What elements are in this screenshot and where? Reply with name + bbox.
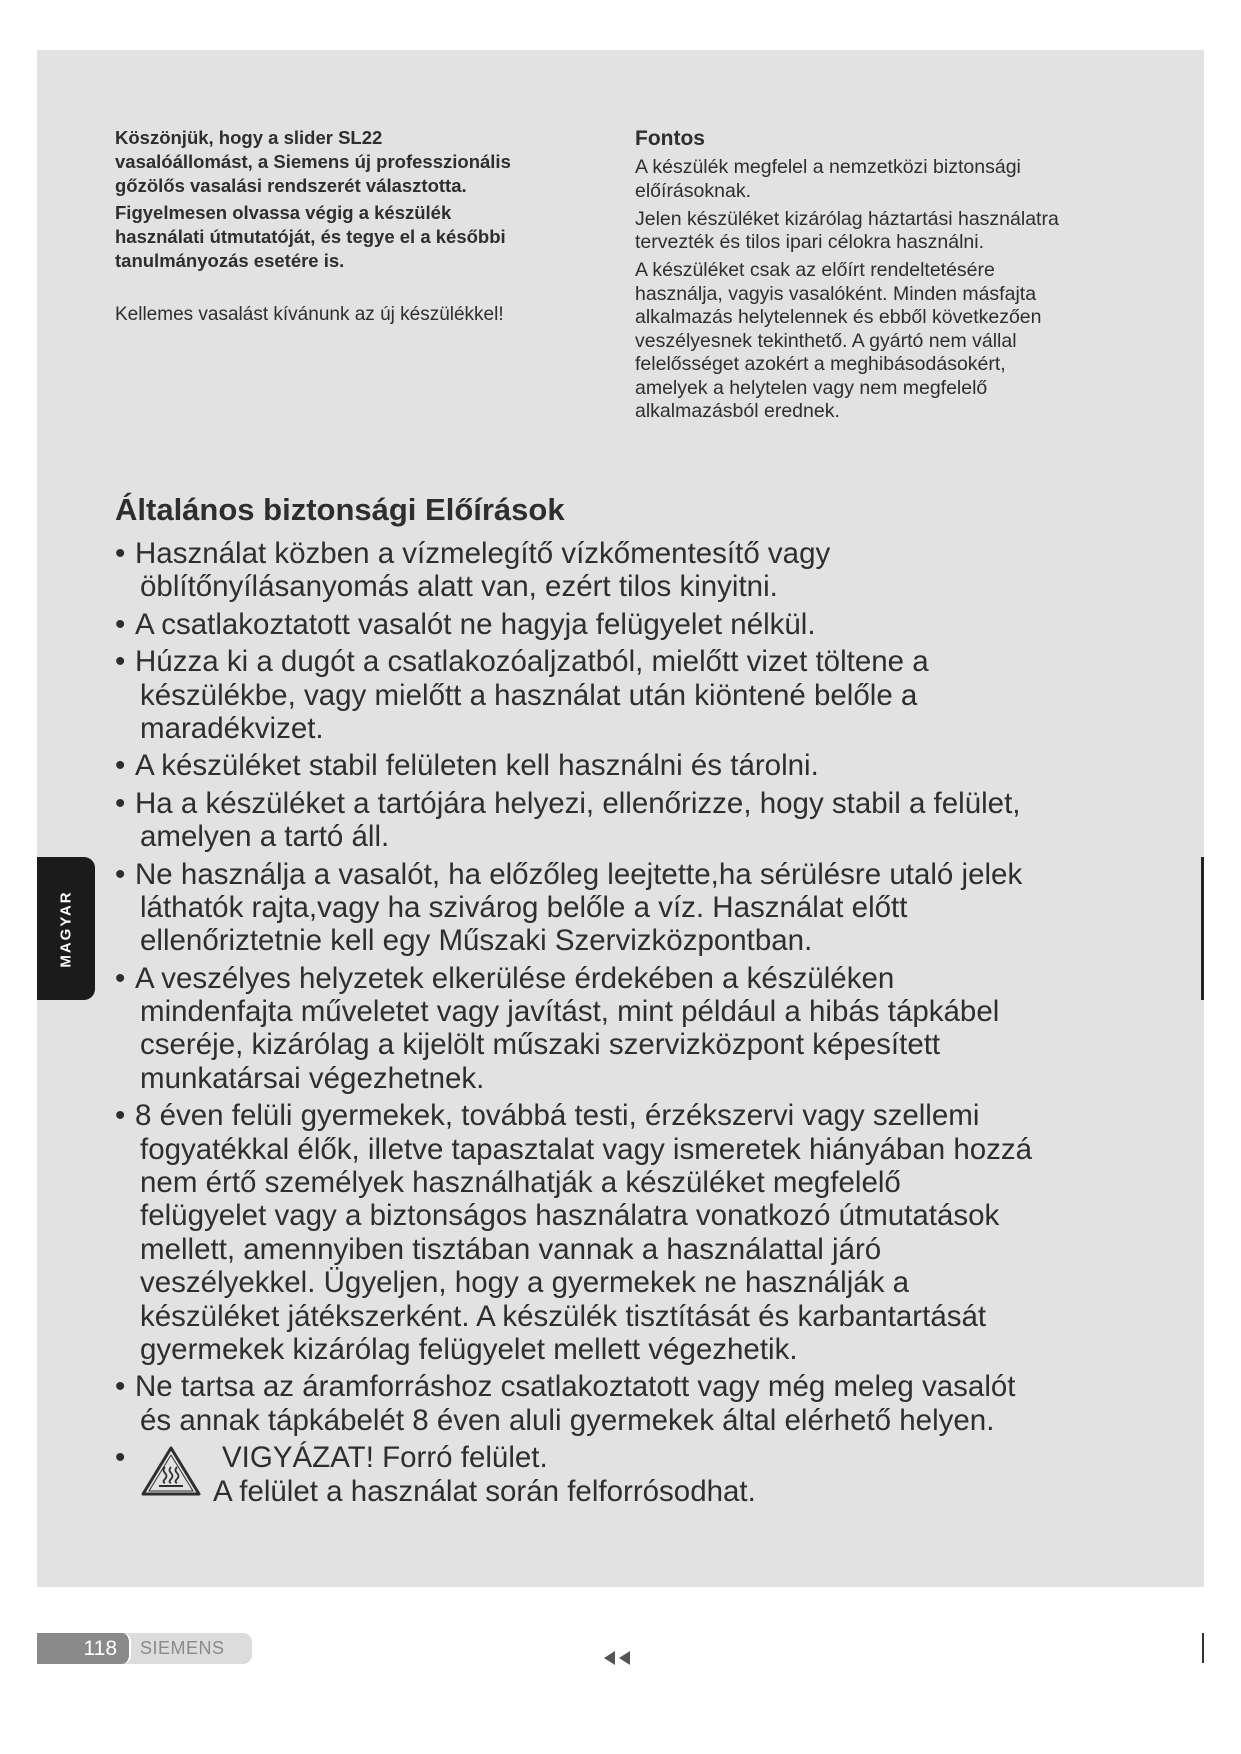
safety-item-line: maradékvizet. bbox=[140, 711, 324, 745]
intro-paragraph bbox=[115, 126, 511, 199]
safety-item-line: 8 éven felüli gyermekek, továbbá testi, érzékszervi vagy szellemi bbox=[135, 1099, 980, 1133]
safety-item-line: A készüléket stabil felületen kell használni és tárolni. bbox=[135, 749, 819, 783]
language-tab-label: MAGYAR bbox=[57, 889, 75, 968]
important-line: veszélyesnek tekinthető. A gyártó nem vállal bbox=[635, 329, 1017, 352]
intro-line: használati útmutatóját, és tegye el a későbbi bbox=[115, 225, 506, 247]
important-paragraph bbox=[635, 259, 1059, 424]
safety-item-line: Ne tartsa az áramforráshoz csatlakoztatott vagy még meleg vasalót bbox=[135, 1370, 1016, 1404]
safety-item-line: ellenőriztetnie kell egy Műszaki Szervizközpontban. bbox=[140, 924, 813, 958]
important-paragraph bbox=[635, 156, 1059, 203]
bullet-marker: • bbox=[115, 645, 126, 679]
safety-item-line: és annak tápkábelét 8 éven aluli gyermekek által elérhető helyen. bbox=[140, 1403, 995, 1437]
safety-item-line: A veszélyes helyzetek elkerülése érdekében a készüléken bbox=[135, 961, 895, 995]
important-line: A készülék megfelel a nemzetközi biztonsági bbox=[635, 156, 1021, 178]
safety-item bbox=[115, 537, 1175, 604]
bullet-marker: • bbox=[115, 857, 126, 891]
safety-item-line: cseréje, kizárólag a kijelölt műszaki szervizközpont képesített bbox=[140, 1028, 941, 1062]
safety-item-line: Ha a készüléket a tartójára helyezi, ellenőrizze, hogy stabil a felület, bbox=[135, 786, 1021, 820]
brand-name: SIEMENS bbox=[140, 1638, 225, 1658]
page-number: 118 bbox=[83, 1637, 117, 1660]
bullet-marker: • bbox=[115, 1370, 126, 1404]
important-line: felelősséget azokért a meghibásodásokért, bbox=[635, 353, 1006, 375]
safety-item-line: készüléket játékszerként. A készülék tisztítását és karbantartását bbox=[140, 1299, 987, 1333]
page-number-box bbox=[37, 1633, 131, 1664]
bullet-marker: • bbox=[115, 1099, 126, 1133]
safety-item-line: mellett, amennyiben tisztában vannak a használattal járó bbox=[140, 1232, 882, 1266]
intro-text bbox=[115, 126, 511, 275]
important-notice bbox=[635, 125, 1059, 428]
safety-item bbox=[115, 608, 1175, 641]
footer-edge-marker bbox=[1202, 1633, 1204, 1663]
safety-item-line: készülékbe, vagy mielőtt a használat után kiöntené belőle a bbox=[140, 678, 918, 712]
safety-item-line: gyermekek kizárólag felügyelet mellett végezhetik. bbox=[140, 1332, 798, 1366]
important-line: használja, vagyis vasalóként. Minden másfajta bbox=[635, 282, 1037, 305]
bullet-marker: • bbox=[115, 1441, 126, 1475]
bullet-marker: • bbox=[115, 537, 126, 570]
important-line: előírásoknak. bbox=[635, 179, 751, 202]
important-paragraph bbox=[635, 208, 1059, 255]
safety-item bbox=[115, 858, 1175, 958]
intro-paragraph bbox=[115, 201, 511, 274]
hot-surface-warning-icon bbox=[140, 1445, 202, 1497]
closing-text: Kellemes vasalást kívánunk az új készülékkel! bbox=[115, 304, 504, 325]
safety-item-line: veszélyekkel. Ügyeljen, hogy a gyermekek ne használják a bbox=[140, 1266, 910, 1300]
safety-item-line: Húzza ki a dugót a csatlakozóaljzatból, mielőtt vizet töltene a bbox=[135, 645, 929, 679]
safety-item bbox=[115, 1370, 1175, 1437]
intro-line: gőzölős vasalási rendszerét választotta. bbox=[115, 175, 467, 197]
double-left-arrow-icon bbox=[603, 1650, 633, 1666]
safety-item-line: fogyatékkal élők, illetve tapasztalat vagy ismeretek hiányában hozzá bbox=[140, 1132, 1033, 1166]
safety-item bbox=[115, 749, 1175, 782]
safety-item-line: mindenfajta műveletet vagy javítást, mint például a hibás tápkábel bbox=[140, 995, 1000, 1029]
intro-line: tanulmányozás esetére is. bbox=[115, 249, 345, 271]
important-line: alkalmazásból erednek. bbox=[635, 400, 840, 422]
intro-line: Köszönjük, hogy a slider SL22 bbox=[115, 127, 383, 148]
safety-list bbox=[115, 537, 1175, 1512]
safety-item bbox=[115, 962, 1175, 1096]
safety-item-line: Használat közben a vízmelegítő vízkőmentesítő vagy bbox=[135, 537, 831, 570]
safety-item bbox=[115, 1099, 1175, 1366]
edge-marker bbox=[1201, 857, 1204, 1000]
important-line: tervezték és tilos ipari célokra használni. bbox=[635, 231, 984, 253]
important-line: alkalmazás helytelennek és ebből következően bbox=[635, 306, 1042, 328]
safety-item-line: amelyen a tartó áll. bbox=[140, 820, 390, 854]
safety-item-line: nem értő személyek használhatják a készüléket megfelelő bbox=[140, 1166, 901, 1200]
bullet-marker: • bbox=[115, 961, 126, 995]
important-title: Fontos bbox=[635, 127, 705, 150]
brand-box bbox=[120, 1633, 252, 1664]
important-line: A készüléket csak az előírt rendeltetésére bbox=[635, 259, 995, 281]
safety-item-line: felügyelet vagy a biztonságos használatra vonatkozó útmutatások bbox=[140, 1199, 1000, 1233]
bullet-marker: • bbox=[115, 749, 126, 783]
safety-item-line: láthatók rajta,vagy ha szivárog belőle a víz. Használat előtt bbox=[140, 890, 908, 924]
intro-line: Figyelmesen olvassa végig a készülék bbox=[115, 201, 452, 223]
safety-item-line: munkatársai végezhetnek. bbox=[140, 1061, 485, 1095]
important-line: Jelen készüléket kizárólag háztartási használatra bbox=[635, 207, 1059, 230]
important-line: amelyek a helytelen vagy nem megfelelő bbox=[635, 376, 988, 399]
safety-item bbox=[115, 787, 1175, 854]
section-heading: Általános biztonsági Előírások bbox=[115, 492, 565, 527]
intro-line: vasalóállomást, a Siemens új professzionális bbox=[115, 151, 511, 173]
safety-item-line: Ne használja a vasalót, ha előzőleg leejtette,ha sérülésre utaló jelek bbox=[135, 857, 1023, 891]
safety-item-line: A csatlakoztatott vasalót ne hagyja felügyelet nélkül. bbox=[135, 607, 816, 641]
hot-surface-warning bbox=[115, 1441, 1175, 1508]
warning-text: A felület a használat során felforrósodhat. bbox=[213, 1474, 756, 1508]
warning-title: VIGYÁZAT! Forró felület. bbox=[222, 1441, 548, 1475]
bullet-marker: • bbox=[115, 786, 126, 820]
language-tab bbox=[37, 857, 95, 1000]
bullet-marker: • bbox=[115, 607, 126, 641]
safety-item-line: öblítőnyílásanyomás alatt van, ezért tilos kinyitni. bbox=[140, 570, 778, 604]
safety-item bbox=[115, 645, 1175, 745]
